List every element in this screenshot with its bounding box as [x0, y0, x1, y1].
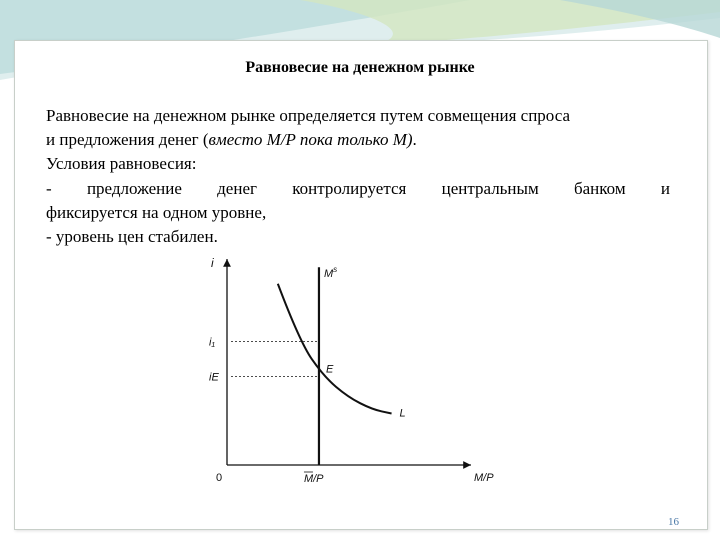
- demand-curve-l: [278, 284, 392, 414]
- supply-curve-label-m: M: [323, 268, 334, 281]
- supply-curve-label-s: s: [333, 265, 338, 275]
- money-market-chart: [203, 251, 512, 497]
- body-line-4: - предложение денег контролируется центральным банком и: [46, 178, 670, 198]
- origin-label: 0: [216, 472, 223, 484]
- slide-title: Равновесие на денежном рынке: [245, 59, 475, 76]
- y-tick-i1: i₁: [209, 336, 215, 349]
- body-line-2-start: и предложения денег (: [46, 130, 209, 150]
- money-market-chart-svg: [203, 251, 512, 497]
- body-line-2-end: .: [412, 130, 417, 150]
- page-number: 16: [668, 516, 679, 528]
- equilibrium-label: E: [325, 363, 334, 376]
- body-line-3: Условия равновесия:: [46, 154, 197, 174]
- y-tick-ie: iE: [209, 371, 219, 384]
- body-line-1: Равновесие на денежном рынке определяется путем совмещения спроса: [46, 106, 571, 125]
- y-axis-label: i: [211, 256, 214, 270]
- body-line-2: [46, 128, 670, 152]
- body-line-5: фиксируется на одном уровне,: [46, 202, 267, 222]
- body-line-6: - уровень цен стабилен.: [46, 227, 218, 247]
- x-tick-m-over-p: M/P: [303, 473, 324, 485]
- supply-curve-label: [324, 265, 337, 280]
- demand-curve-label: L: [399, 407, 406, 420]
- slide-body-text: [46, 104, 670, 249]
- body-line-2-italic: вместо M/P пока только M): [208, 130, 413, 150]
- x-axis-label: M/P: [474, 472, 494, 484]
